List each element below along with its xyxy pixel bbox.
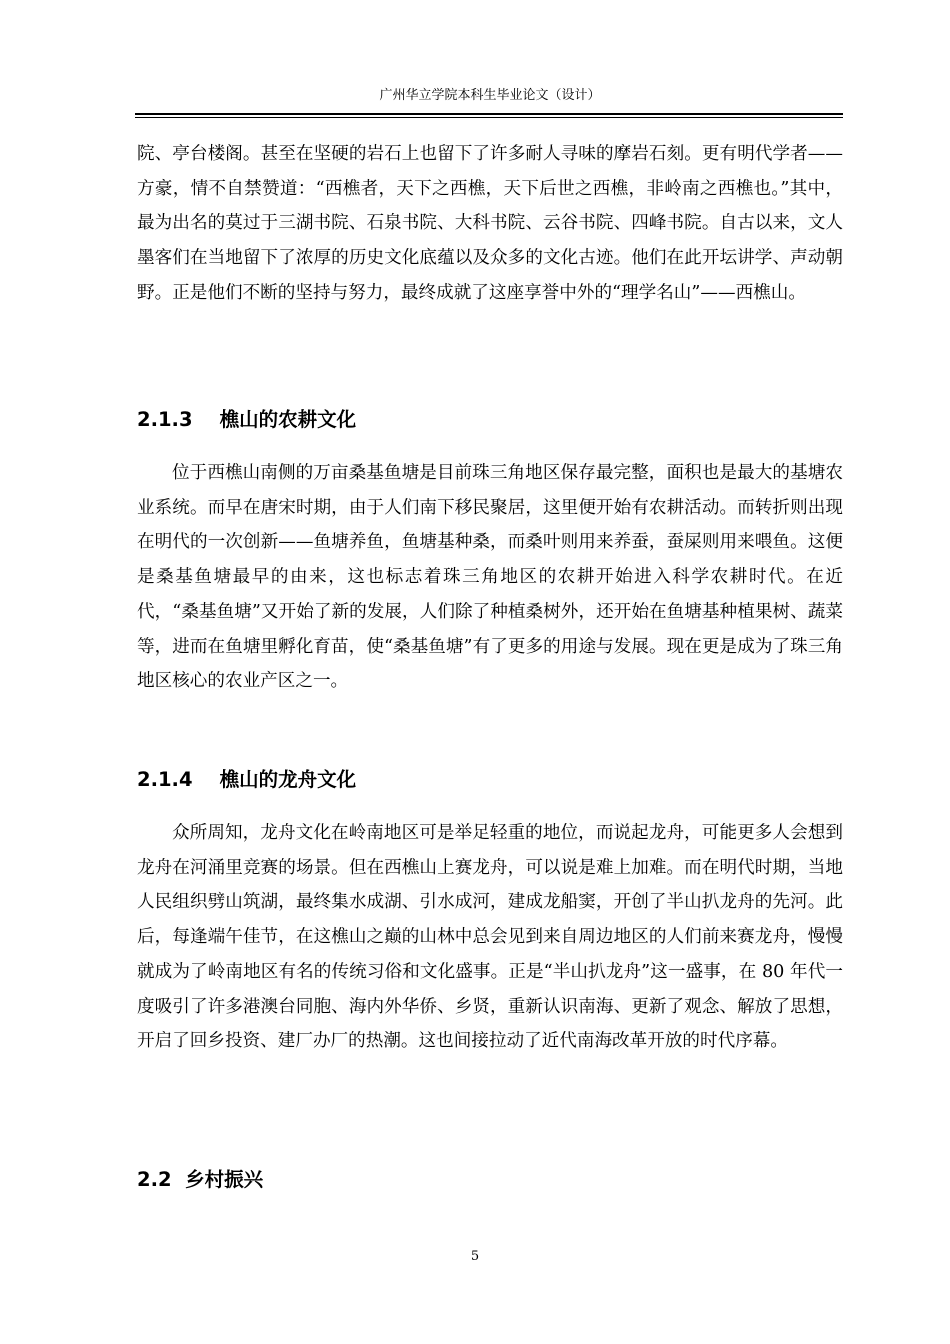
section-heading-2-1-4: 2.1.4 樵山的龙舟文化 [137, 768, 357, 791]
paragraph: 位于西樵山南侧的万亩桑基鱼塘是目前珠三角地区保存最完整，面积也是最大的基塘农业系统。而早在唐宋时期，由于人们南下移民聚居，这里便开始有农耕活动。而转折则出现在明代的一次创新——鱼塘养鱼，鱼塘基种桑，而桑叶则用来养蚕，蚕屎则用来喂鱼。这便是桑基鱼塘最早的由来，这也标志着珠三角地区的农耕开始进入科学农耕时代。在近代，“桑基鱼塘”又开始了新的发展，人们除了种植桑树外，还开始在鱼塘基种植果树、蔬菜等，进而在鱼塘里孵化育苗，使“桑基鱼塘”有了更多的用途与发展。现在更是成为了珠三角地区核心的农业产区之一。 [137, 463, 843, 692]
page-header: 广州华立学院本科生毕业论文（设计） [379, 88, 601, 103]
section-heading-2-1-3: 2.1.3 樵山的农耕文化 [137, 408, 357, 431]
page-number: 5 [470, 1249, 480, 1264]
header-rule-thin [135, 117, 843, 118]
paragraph: 院、亭台楼阁。甚至在坚硬的岩石上也留下了许多耐人寻味的摩岩石刻。更有明代学者——方豪，情不自禁赞道：“西樵者，天下之西樵，天下后世之西樵，非岭南之西樵也。”其中，最为出名的莫过于三湖书院、石泉书院、大科书院、云谷书院、四峰书院。自古以来，文人墨客们在当地留下了浓厚的历史文化底蕴以及众多的文化古迹。他们在此开坛讲学、声动朝野。正是他们不断的坚持与努力，最终成就了这座享誉中外的“理学名山”——西樵山。 [137, 144, 843, 303]
section-heading-2-2: 2.2 乡村振兴 [137, 1168, 264, 1191]
header-rule-thick [135, 113, 843, 115]
paragraph: 众所周知，龙舟文化在岭南地区可是举足轻重的地位，而说起龙舟，可能更多人会想到龙舟在河涌里竞赛的场景。但在西樵山上赛龙舟，可以说是难上加难。而在明代时期，当地人民组织劈山筑湖，最终集水成湖、引水成河，建成龙船窦，开创了半山扒龙舟的先河。此后，每逢端午佳节，在这樵山之巅的山林中总会见到来自周边地区的人们前来赛龙舟，慢慢就成为了岭南地区有名的传统习俗和文化盛事。正是“半山扒龙舟”这一盛事，在 80 年代一度吸引了许多港澳台同胞、海内外华侨、乡贤，重新认识南海、更新了观念、解放了思想，开启了回乡投资、建厂办厂的热潮。这也间接拉动了近代南海改革开放的时代序幕。 [137, 823, 843, 1052]
